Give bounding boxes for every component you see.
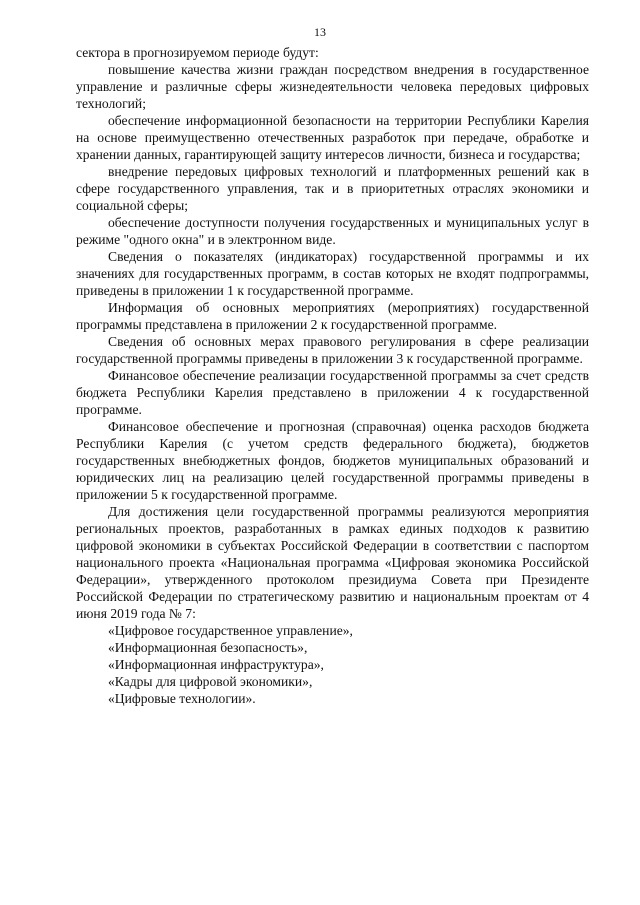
- paragraph: Финансовое обеспечение реализации государственной программы за счет средств бюджета Республики Карелия представлено в приложении 4 к государственной программе.: [76, 368, 589, 417]
- paragraph: сектора в прогнозируемом периоде будут:: [76, 45, 319, 60]
- project-list-item: «Информационная безопасность»,: [108, 640, 308, 655]
- paragraph: Финансовое обеспечение и прогнозная (справочная) оценка расходов бюджета Республики Карелия (с учетом средств федерального бюджета), бюджетов государственных внебюджетных фондов, бюджетов муниципальных образований и юридических лиц на реализацию целей государственной программы приведены в приложении 5 к государственной программе.: [76, 419, 589, 502]
- project-list-item: «Информационная инфраструктура»,: [108, 657, 324, 672]
- paragraph: Сведения о показателях (индикаторах) государственной программы и их значениях для государственных программ, в состав которых не входят подпрограммы, приведены в приложении 1 к государственной программе.: [76, 249, 589, 298]
- project-list-item: «Цифровые технологии».: [108, 691, 256, 706]
- document-body: [76, 44, 589, 707]
- paragraph: обеспечение доступности получения государственных и муниципальных услуг в режиме "одного окна" и в электронном виде.: [76, 215, 589, 247]
- paragraph: внедрение передовых цифровых технологий и платформенных решений как в сфере государственного управления, так и в приоритетных отраслях экономики и социальной сферы;: [76, 164, 589, 213]
- paragraph: Сведения об основных мерах правового регулирования в сфере реализации государственной программы приведены в приложении 3 к государственной программе.: [76, 334, 589, 366]
- project-list-item: «Кадры для цифровой экономики»,: [108, 674, 313, 689]
- paragraph: Информация об основных мероприятиях (мероприятиях) государственной программы представлена в приложении 2 к государственной программе.: [76, 300, 589, 332]
- paragraph: повышение качества жизни граждан посредством внедрения в государственное управление и различные сферы жизнедеятельности человека передовых цифровых технологий;: [76, 62, 589, 111]
- page-number: 13: [314, 25, 326, 39]
- paragraph: Для достижения цели государственной программы реализуются мероприятия региональных проектов, разработанных в рамках единых подходов к развитию цифровой экономики в субъектах Российской Федерации в соответствии с паспортом национального проекта «Национальная программа «Цифровая экономика Российской Федерации», утвержденного протоколом президиума Совета при Президенте Российской Федерации по стратегическому развитию и национальным проектам от 4 июня 2019 года № 7:: [76, 504, 589, 621]
- paragraph: обеспечение информационной безопасности на территории Республики Карелия на основе преимущественно отечественных разработок при передаче, обработке и хранении данных, гарантирующей защиту интересов личности, бизнеса и государства;: [76, 113, 589, 162]
- project-list-item: «Цифровое государственное управление»,: [108, 623, 353, 638]
